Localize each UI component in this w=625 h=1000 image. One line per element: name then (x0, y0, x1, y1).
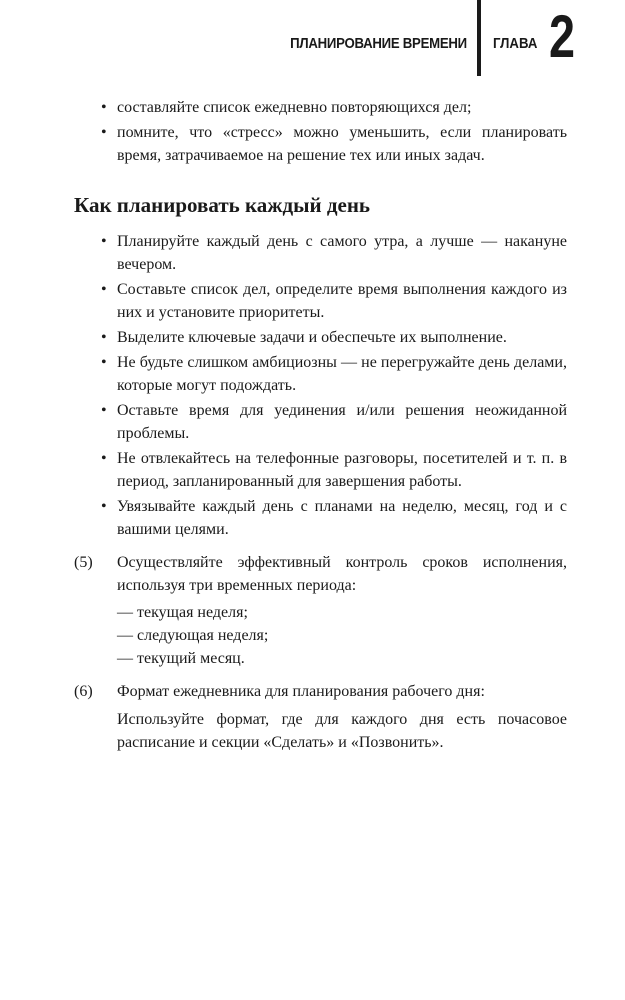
list-item (74, 399, 567, 445)
list-item (74, 121, 567, 167)
bullet-icon: • (101, 354, 107, 371)
daily-planning-list (74, 230, 567, 541)
period-list (117, 601, 567, 670)
list-item-text: Планируйте каждый день с самого утра, а лучше — накануне вечером. (117, 233, 567, 273)
list-item: — текущий месяц. (117, 650, 245, 667)
list-item-text: Не будьте слишком амбициозны — не перегружайте день делами, которые могут подождать. (117, 354, 567, 394)
list-item: — текущая неделя; (117, 604, 248, 621)
list-item-text: Составьте список дел, определите время выполнения каждого из них и установите приоритеты. (117, 281, 567, 321)
bullet-icon: • (101, 233, 107, 250)
bullet-icon: • (101, 402, 107, 419)
list-item (74, 495, 567, 541)
item-text: Осуществляйте эффективный контроль сроков исполнения, используя три временных периода: (117, 554, 567, 594)
list-item-text: Оставьте время для уединения и/или решения неожиданной проблемы. (117, 402, 567, 442)
list-item (74, 447, 567, 493)
list-item-text: помните, что «стресс» можно уменьшить, если планировать время, затрачиваемое на решение тех или иных задач. (117, 124, 567, 164)
item-number: (6) (74, 683, 93, 700)
bullet-icon: • (101, 124, 107, 141)
running-title: ПЛАНИРОВАНИЕ ВРЕМЕНИ (290, 35, 467, 52)
chapter-label: ГЛАВА (493, 35, 538, 52)
header-divider (477, 0, 481, 76)
bullet-icon: • (101, 99, 107, 116)
list-item (74, 351, 567, 397)
list-item (74, 278, 567, 324)
item-number: (5) (74, 554, 93, 571)
chapter-number: 2 (549, 3, 576, 70)
numbered-item-5 (74, 551, 567, 670)
list-item-text: Выделите ключевые задачи и обеспечьте их выполнение. (117, 329, 507, 346)
list-item-text: составляйте список ежедневно повторяющихся дел; (117, 99, 472, 116)
page-body (74, 96, 567, 754)
list-item-text: Не отвлекайтесь на телефонные разговоры, посетителей и т. п. в период, запланированный для завершения работы. (117, 450, 567, 490)
numbered-item-6 (74, 680, 567, 754)
list-item (74, 230, 567, 276)
list-item: — следующая неделя; (117, 627, 269, 644)
bullet-icon: • (101, 281, 107, 298)
list-item (74, 96, 567, 119)
item-text: Формат ежедневника для планирования рабочего дня: (117, 683, 485, 700)
page-header (0, 0, 625, 80)
section-heading: Как планировать каждый день (74, 193, 371, 217)
bullet-icon: • (101, 498, 107, 515)
list-item (74, 326, 567, 349)
list-item-text: Увязывайте каждый день с планами на неделю, месяц, год и с вашими целями. (117, 498, 567, 538)
bullet-icon: • (101, 450, 107, 467)
item-paragraph: Используйте формат, где для каждого дня есть почасовое расписание и секции «Сделать» и «Позвонить». (117, 711, 567, 751)
top-bullet-list (74, 96, 567, 167)
bullet-icon: • (101, 329, 107, 346)
